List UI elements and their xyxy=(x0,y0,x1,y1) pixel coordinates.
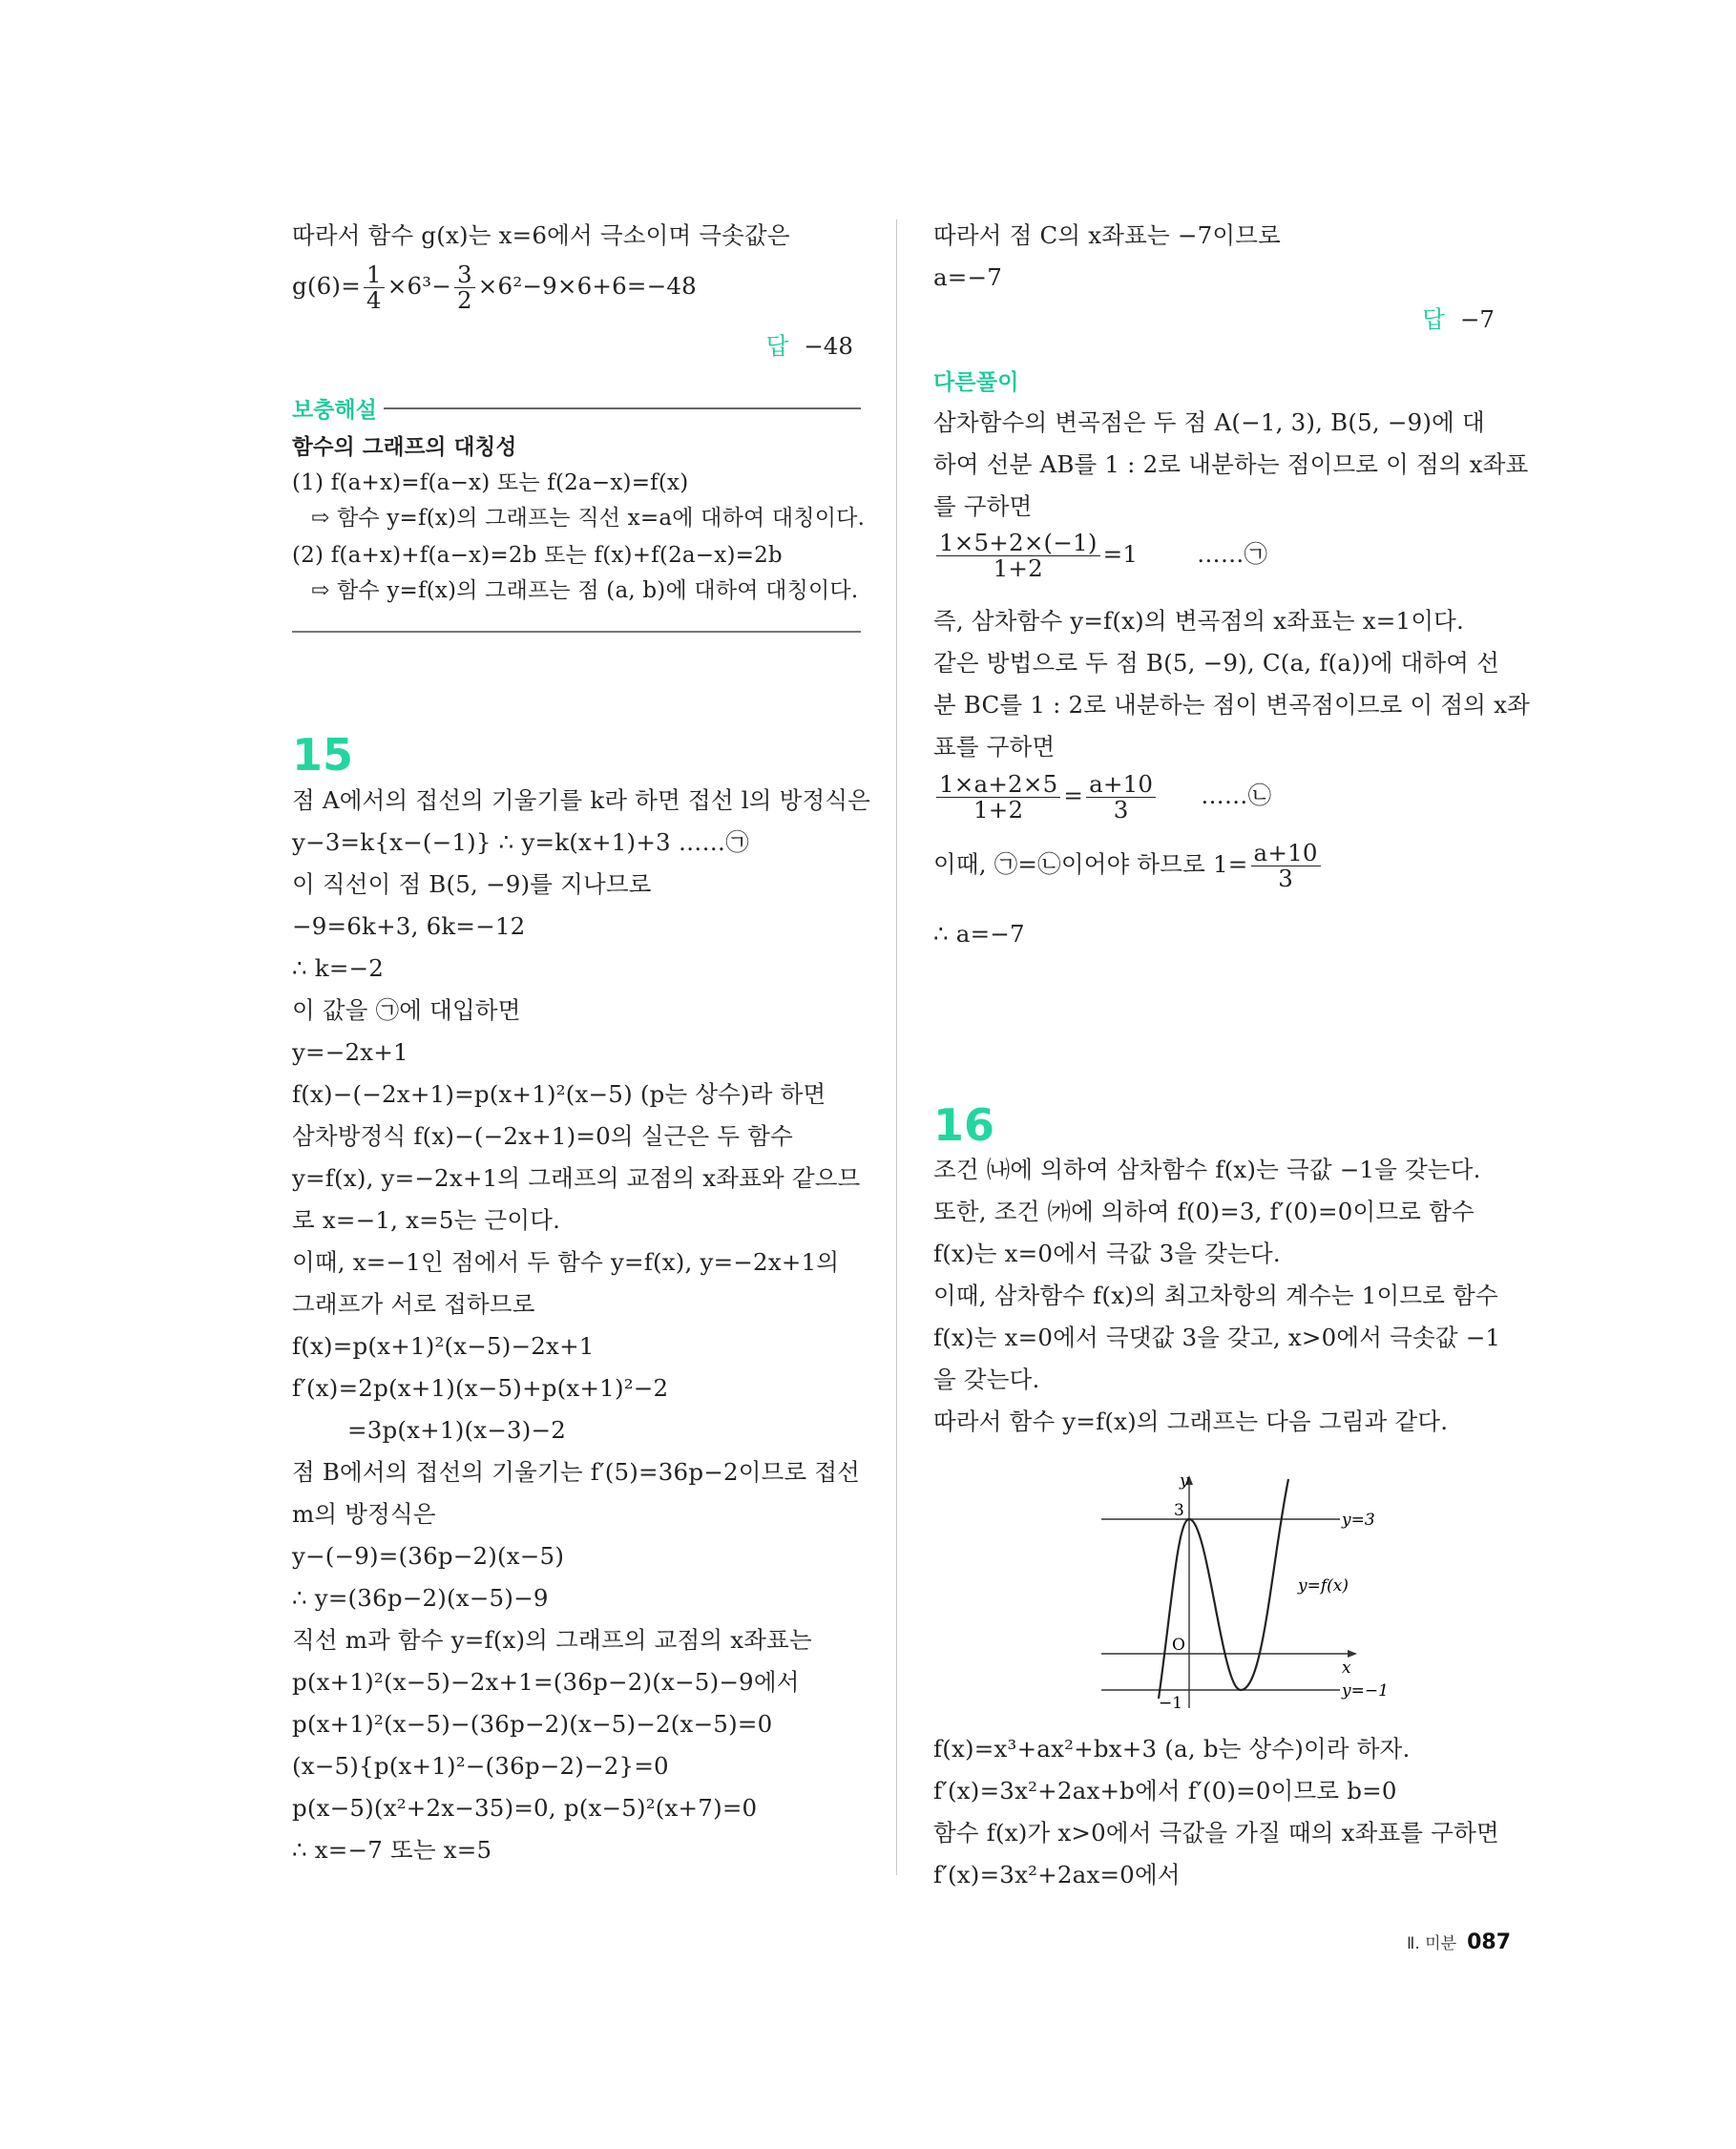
line-y-minus1-label: y=−1 xyxy=(1342,1681,1389,1700)
text-line: 하여 선분 AB를 1 : 2로 내분하는 점이므로 이 점의 x좌표 xyxy=(933,450,1529,478)
text-line: 이 직선이 점 B(5, −9)를 지나므로 xyxy=(292,870,652,898)
text: =1 xyxy=(1102,540,1139,568)
formula-g6 xyxy=(292,262,697,313)
supplement-title: 보충해설 xyxy=(292,398,377,423)
supplement-header xyxy=(292,392,861,423)
text-line: 또한, 조건 ㈎에 의하여 f(0)=3, f′(0)=0이므로 함수 xyxy=(933,1198,1475,1225)
answer-value: −48 xyxy=(804,332,853,360)
denominator: 3 xyxy=(1278,865,1293,892)
answer xyxy=(766,331,853,362)
text-line: 그래프가 서로 접하므로 xyxy=(292,1290,535,1318)
text-line: ⇨ 함수 y=f(x)의 그래프는 직선 x=a에 대하여 대칭이다. xyxy=(311,506,866,531)
divider xyxy=(384,407,861,409)
numerator: 1×a+2×5 xyxy=(936,772,1060,798)
equation-tag: ……㉡ xyxy=(1201,782,1272,809)
column-divider xyxy=(896,219,897,1875)
formula-line xyxy=(933,531,1267,581)
alt-solution-title: 다른풀이 xyxy=(933,370,1019,395)
text-line: f(x)는 x=0에서 극댓값 3을 갖고, x>0에서 극솟값 −1 xyxy=(933,1324,1501,1351)
text-line: y−(−9)=(36p−2)(x−5) xyxy=(292,1542,565,1570)
text-line: 이때, 삼차함수 f(x)의 최고차항의 계수는 1이므로 함수 xyxy=(933,1282,1498,1309)
text-line: 직선 m과 함수 y=f(x)의 그래프의 교점의 x좌표는 xyxy=(292,1626,812,1654)
text-line: f(x)=x³+ax²+bx+3 (a, b는 상수)이라 하자. xyxy=(933,1735,1411,1763)
text-line: y−3=k{x−(−1)} ∴ y=k(x+1)+3 ……㉠ xyxy=(292,828,749,856)
text-line: −9=6k+3, 6k=−12 xyxy=(292,912,526,940)
line-y3-label: y=3 xyxy=(1342,1511,1375,1530)
denominator: 4 xyxy=(366,286,382,314)
tick-label-3: 3 xyxy=(1174,1501,1184,1520)
cubic-graph xyxy=(1101,1470,1416,1713)
denominator: 1+2 xyxy=(993,554,1043,582)
x-axis-arrow-icon xyxy=(1348,1650,1357,1658)
text-line: f′(x)=3x²+2ax+b에서 f′(0)=0이므로 b=0 xyxy=(933,1777,1397,1805)
chapter-label: Ⅱ. 미분 xyxy=(1407,1934,1457,1953)
text-line: ∴ x=−7 또는 x=5 xyxy=(292,1836,492,1864)
numerator: 1×5+2×(−1) xyxy=(936,531,1100,556)
text-line: (2) f(a+x)+f(a−x)=2b 또는 f(x)+f(2a−x)=2b xyxy=(292,543,783,568)
text-line: m의 방정식은 xyxy=(292,1500,436,1528)
text-line: f′(x)=3x²+2ax=0에서 xyxy=(933,1861,1181,1888)
text-line: 삼차방정식 f(x)−(−2x+1)=0의 실근은 두 함수 xyxy=(292,1122,793,1150)
text-line: 조건 ㈏에 의하여 삼차함수 f(x)는 극값 −1을 갖는다. xyxy=(933,1156,1481,1183)
text-line: 삼차함수의 변곡점은 두 점 A(−1, 3), B(5, −9)에 대 xyxy=(933,408,1485,436)
text-line: 따라서 함수 y=f(x)의 그래프는 다음 그림과 같다. xyxy=(933,1408,1449,1435)
text-line: ∴ k=−2 xyxy=(292,954,385,982)
text-line: p(x−5)(x²+2x−35)=0, p(x−5)²(x+7)=0 xyxy=(292,1794,758,1822)
fraction xyxy=(936,772,1060,823)
text-line: a=−7 xyxy=(933,263,1003,291)
text-line: 를 구하면 xyxy=(933,492,1033,520)
text-line: (1) f(a+x)=f(a−x) 또는 f(2a−x)=f(x) xyxy=(292,470,689,495)
text-line: 따라서 점 C의 x좌표는 −7이므로 xyxy=(933,221,1281,249)
text-line: 이때, x=−1인 점에서 두 함수 y=f(x), y=−2x+1의 xyxy=(292,1248,840,1276)
divider xyxy=(292,631,861,633)
numerator: 1 xyxy=(364,262,385,288)
text-line: ∴ y=(36p−2)(x−5)−9 xyxy=(292,1584,549,1612)
answer xyxy=(1422,304,1495,335)
origin-label: O xyxy=(1172,1636,1185,1655)
text-line: ⇨ 함수 y=f(x)의 그래프는 점 (a, b)에 대하여 대칭이다. xyxy=(311,578,859,603)
numerator: 3 xyxy=(454,262,475,288)
text-line: f(x)는 x=0에서 극값 3을 갖는다. xyxy=(933,1240,1281,1267)
curve-label: y=f(x) xyxy=(1298,1576,1349,1596)
fraction xyxy=(1251,841,1321,891)
text: ×6³− xyxy=(387,272,451,300)
text-line: 따라서 함수 g(x)는 x=6에서 극소이며 극솟값은 xyxy=(292,221,790,249)
denominator: 2 xyxy=(457,286,472,314)
text-line: 로 x=−1, x=5는 근이다. xyxy=(292,1206,561,1234)
text-line: (x−5){p(x+1)²−(36p−2)−2}=0 xyxy=(292,1752,669,1780)
equation-tag: ……㉠ xyxy=(1197,540,1268,568)
text-line: p(x+1)²(x−5)−(36p−2)(x−5)−2(x−5)=0 xyxy=(292,1710,773,1738)
page-footer xyxy=(1407,1930,1512,1954)
text-line: p(x+1)²(x−5)−2x+1=(36p−2)(x−5)−9에서 xyxy=(292,1668,800,1696)
text-line: 표를 구하면 xyxy=(933,733,1056,761)
fraction xyxy=(1086,772,1156,823)
y-axis-label: y xyxy=(1180,1471,1189,1491)
text-line: y=−2x+1 xyxy=(292,1038,408,1066)
fraction xyxy=(936,531,1100,581)
x-axis-label: x xyxy=(1342,1659,1351,1678)
text-line: 즉, 삼차함수 y=f(x)의 변곡점의 x좌표는 x=1이다. xyxy=(933,607,1465,635)
text-line: 을 갖는다. xyxy=(933,1366,1040,1393)
problem-number: 16 xyxy=(933,1099,995,1151)
answer-value: −7 xyxy=(1459,305,1495,333)
denominator: 3 xyxy=(1113,796,1129,824)
numerator: a+10 xyxy=(1086,772,1156,798)
numerator: a+10 xyxy=(1251,841,1321,866)
text-line: y=f(x), y=−2x+1의 그래프의 교점의 x좌표와 같으므 xyxy=(292,1164,861,1192)
answer-label: 답 xyxy=(765,332,789,360)
answer-label: 답 xyxy=(1422,305,1445,333)
supplement-subtitle: 함수의 그래프의 대칭성 xyxy=(292,435,517,460)
page-number: 087 xyxy=(1467,1930,1512,1954)
tick-label-minus1: −1 xyxy=(1159,1694,1183,1713)
text: 이때, ㉠=㉡이어야 하므로 1= xyxy=(933,850,1248,878)
denominator: 1+2 xyxy=(973,796,1024,824)
text: ×6²−9×6+6=−48 xyxy=(477,272,697,300)
problem-number: 15 xyxy=(292,729,354,781)
text: = xyxy=(1063,782,1084,809)
text: g(6)= xyxy=(292,272,361,300)
text-line: 같은 방법으로 두 점 B(5, −9), C(a, f(a))에 대하여 선 xyxy=(933,649,1500,677)
text-line: 점 B에서의 접선의 기울기는 f′(5)=36p−2이므로 접선 xyxy=(292,1458,861,1486)
formula-line xyxy=(933,772,1271,823)
text-line: f(x)−(−2x+1)=p(x+1)²(x−5) (p는 상수)라 하면 xyxy=(292,1080,826,1108)
formula-line xyxy=(933,841,1324,891)
text-line: =3p(x+1)(x−3)−2 xyxy=(347,1416,567,1444)
fraction xyxy=(454,262,475,313)
text-line: f′(x)=2p(x+1)(x−5)+p(x+1)²−2 xyxy=(292,1374,669,1402)
text-line: 분 BC를 1 : 2로 내분하는 점이 변곡점이므로 이 점의 x좌 xyxy=(933,691,1531,719)
text-line: 이 값을 ㉠에 대입하면 xyxy=(292,996,521,1024)
fraction xyxy=(364,262,385,313)
text-line: ∴ a=−7 xyxy=(933,920,1025,948)
text-line: f(x)=p(x+1)²(x−5)−2x+1 xyxy=(292,1332,595,1360)
text-line: 함수 f(x)가 x>0에서 극값을 가질 때의 x좌표를 구하면 xyxy=(933,1819,1499,1846)
text-line: 점 A에서의 접선의 기울기를 k라 하면 접선 l의 방정식은 xyxy=(292,786,871,814)
